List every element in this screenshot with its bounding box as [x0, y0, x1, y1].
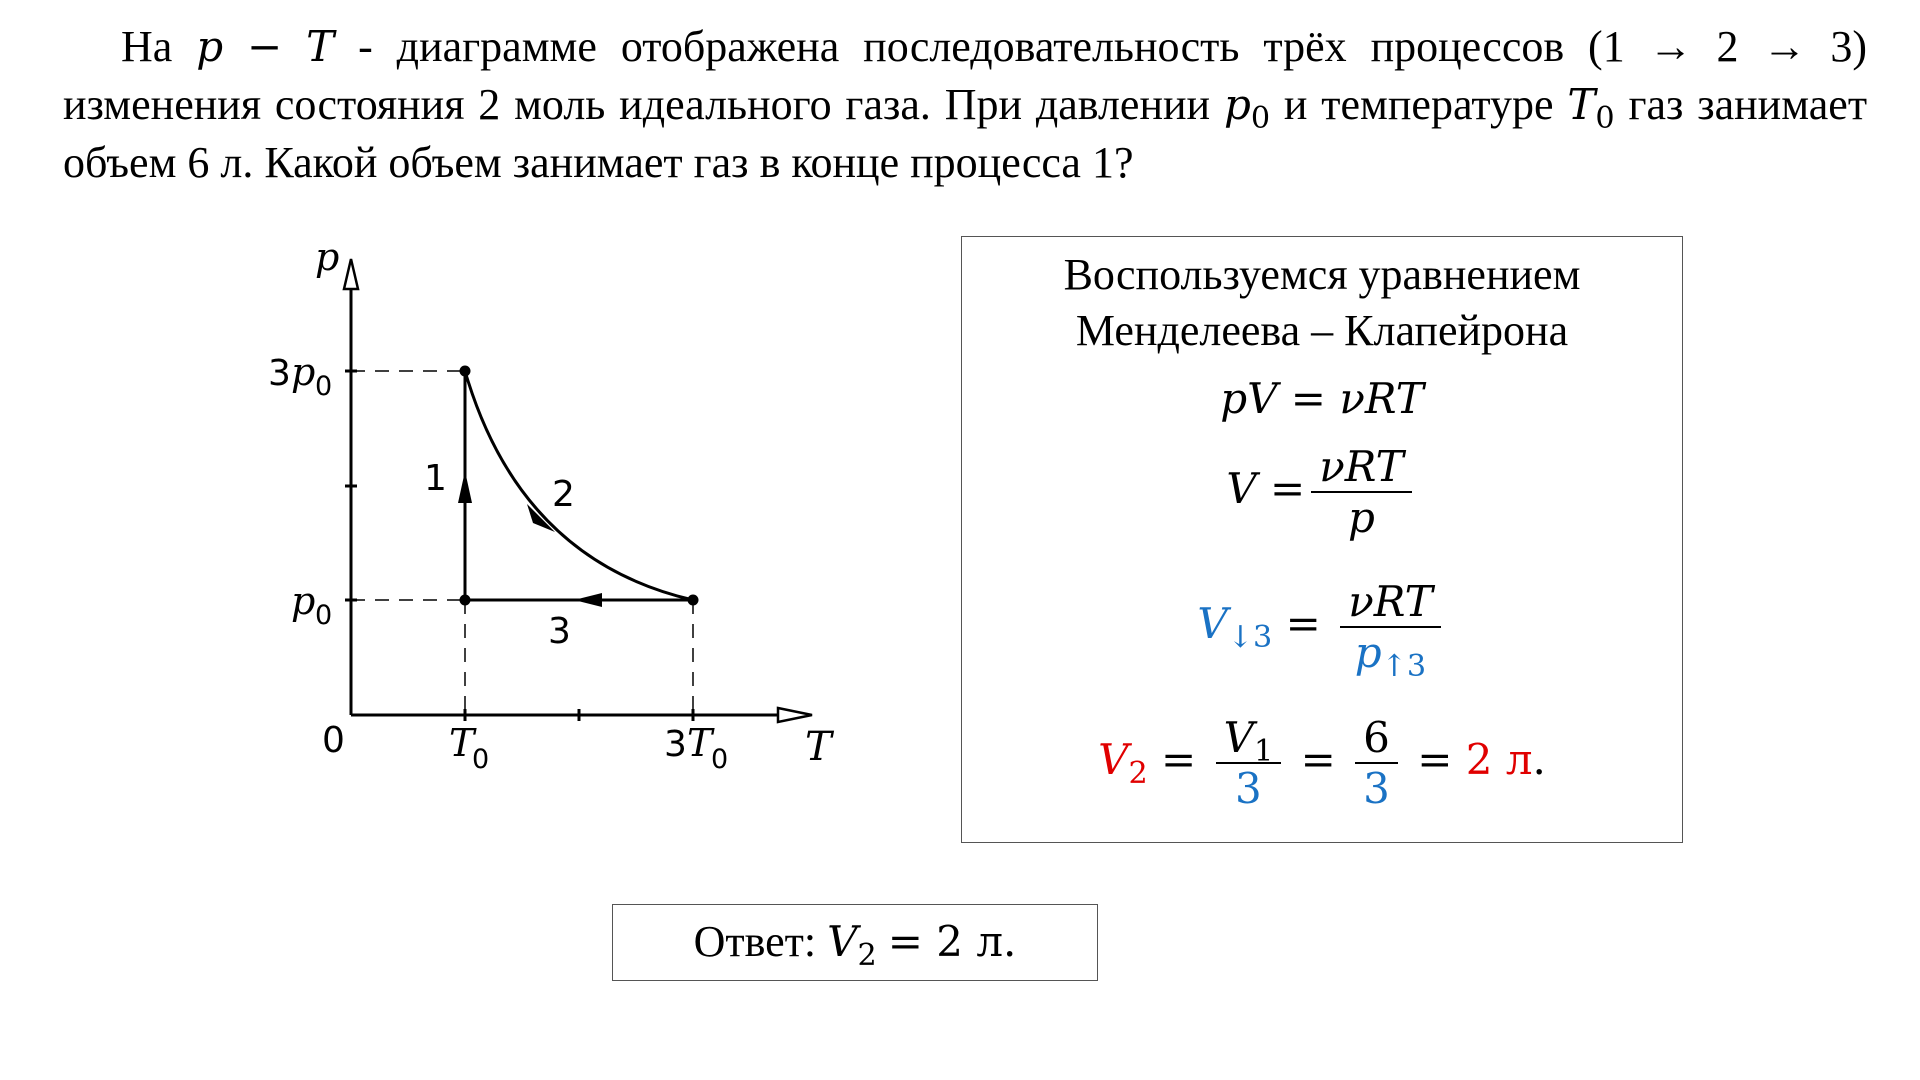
axis-label-t: T: [805, 724, 832, 770]
process-3-arrow-icon: [574, 593, 602, 607]
tick-label-t0: [449, 721, 489, 775]
state-point: [460, 595, 471, 606]
var-p: p: [196, 22, 224, 71]
origin-label: 0: [322, 720, 345, 761]
pt-diagram: [0, 0, 900, 820]
p-axis-arrow-icon: [344, 259, 358, 289]
solution-heading-line2: Менделеева – Клапейрона: [1075, 306, 1569, 355]
problem-part1: - диаграмме отображена последовательность трёх процессов (1 → 2 → 3) изменения состояния 2 моль идеального газа. При давлении: [63, 22, 1868, 129]
tick-label-p0: [291, 579, 332, 631]
v-down3: $V_{↓3}$: [1197, 599, 1273, 656]
v2-symbol: $V_2$: [1098, 735, 1148, 792]
svg-text:T: T: [449, 721, 475, 765]
svg-text:3: 3: [664, 724, 687, 765]
state-point: [460, 366, 471, 377]
process-2-curve: [465, 371, 693, 600]
svg-text:0: 0: [315, 371, 333, 402]
process-label-1: 1: [424, 458, 447, 499]
minus-sign: −: [247, 22, 283, 71]
process-2-arrow-icon: [527, 504, 555, 532]
problem-prefix: На: [121, 22, 173, 71]
equation-volume-ratio: $V_{↓3}$ = $\frac{\text{νRT}}{p_{↑3}}$: [962, 577, 1682, 677]
tick-label-3t0: [664, 721, 728, 775]
svg-text:0: 0: [472, 744, 490, 775]
svg-text:T: T: [687, 721, 713, 765]
answer-value: = 2 л.: [887, 917, 1017, 966]
svg-text:0: 0: [711, 744, 729, 775]
svg-text:p: p: [291, 350, 316, 394]
problem-part2: и температуре: [1283, 80, 1554, 129]
process-label-2: 2: [552, 474, 575, 515]
answer-v2: $V_2$: [827, 917, 877, 974]
solution-box: [961, 236, 1683, 843]
equation-mendeleev-clapeyron: pV = νRT: [1220, 374, 1424, 423]
process-label-3: 3: [548, 611, 571, 652]
tick-label-3p0: [268, 350, 332, 402]
state-point: [688, 595, 699, 606]
t-axis-arrow-icon: [778, 708, 812, 722]
svg-text:3: 3: [268, 353, 291, 394]
answer-label: Ответ:: [693, 917, 817, 966]
problem-part3: газ занимает объем 6 л. Какой объем занимает газ в конце процесса 1?: [63, 80, 1868, 187]
equation-volume: V = $\frac{\text{νRT}}{p}$: [962, 442, 1682, 542]
equation-result: $V_2$ = $\frac{V_1}{3}$ = $\frac{6}{3}$ = 2 л.: [1098, 713, 1546, 813]
process-1-arrow-icon: [458, 471, 472, 503]
var-t0: $T_0$: [1567, 80, 1615, 137]
var-p0: $p_0$: [1223, 80, 1271, 137]
p-up3: $p_{↑3}$: [1340, 626, 1440, 677]
axis-label-p: p: [315, 235, 340, 279]
solution-heading-line1: Воспользуемся уравнением: [1063, 250, 1581, 299]
var-t: T: [306, 22, 335, 71]
svg-text:0: 0: [315, 600, 333, 631]
answer-box: [612, 904, 1098, 981]
svg-text:p: p: [291, 579, 316, 623]
